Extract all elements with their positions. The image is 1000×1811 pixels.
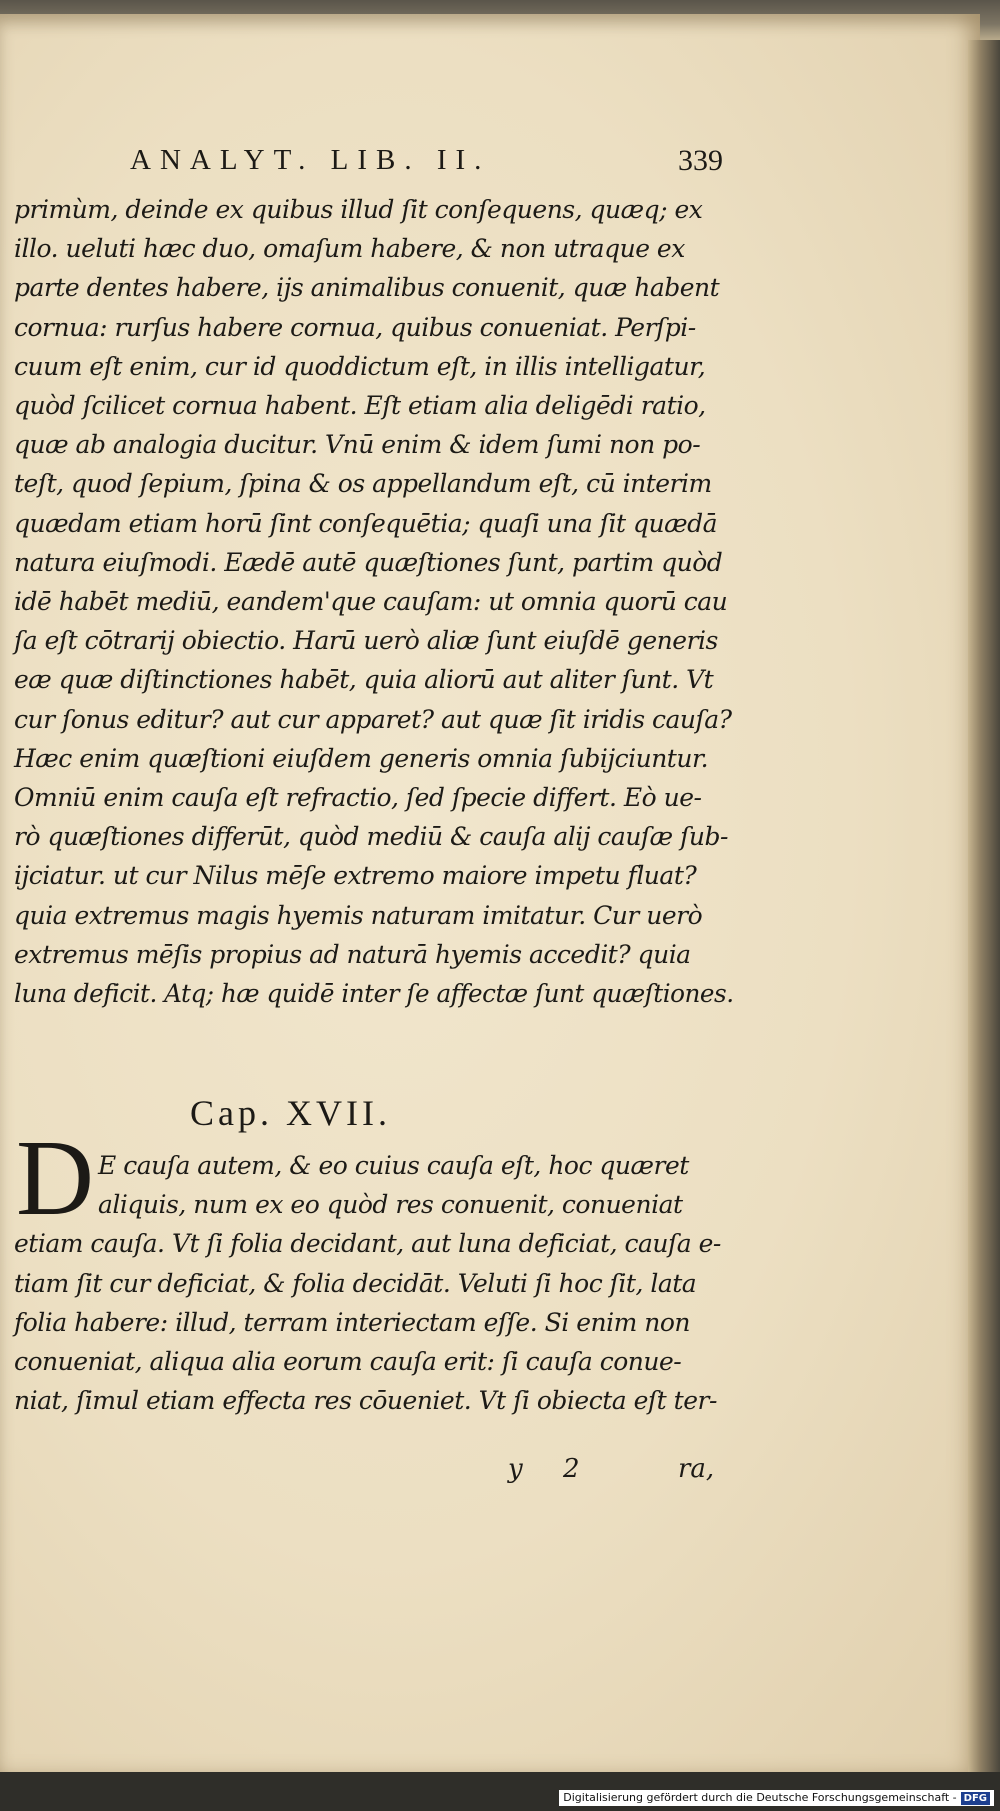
- text-line: rò quæſtiones differūt, quòd mediū & cauſa alij cauſæ ſub-: [14, 822, 728, 852]
- text-line: tiam ſit cur deficiat, & folia decidāt. Veluti ſi hoc ſit, lata: [14, 1268, 697, 1298]
- text-line: cornua: rurſus habere cornua, quibus conueniat. Perſpi-: [14, 312, 696, 342]
- text-line: quia extremus magis hyemis naturam imitatur. Cur uerò: [14, 900, 703, 930]
- text-line: parte dentes habere, ijs animalibus conuenit, quæ habent: [14, 273, 720, 303]
- chapter-heading: Cap. XVII.: [190, 1093, 391, 1133]
- text-line: natura eiuſmodi. Eædē autē quæſtiones ſunt, partim quòd: [14, 547, 723, 577]
- text-line: Hæc enim quæſtioni eiuſdem generis omnia ſubijciuntur.: [14, 743, 709, 773]
- text-line: Omniū enim cauſa eſt refractio, ſed ſpecie differt. Eò ue-: [14, 783, 702, 813]
- drop-cap: D: [16, 1119, 94, 1238]
- text-line: teſt, quod ſepium, ſpina & os appellandum eſt, cū interim: [14, 469, 712, 499]
- text-line: illo. ueluti hæc duo, omaſum habere, & non utraque ex: [14, 234, 685, 264]
- text-line: E cauſa autem, & eo cuius cauſa eſt, hoc quæret: [98, 1151, 689, 1180]
- text-line: conueniat, aliqua alia eorum cauſa erit: ſi cauſa conue-: [14, 1347, 682, 1377]
- funding-notice: [559, 1790, 994, 1806]
- signature-mark: y 2: [508, 1454, 580, 1484]
- text-line: cuum eſt enim, cur id quoddictum eſt, in illis intelligatur,: [14, 351, 706, 381]
- catchword: ra,: [678, 1454, 715, 1484]
- text-line: extremus mēſis propius ad naturā hyemis accedit? quia: [14, 939, 691, 969]
- running-head: ANALYT. LIB. II.: [130, 144, 491, 176]
- text-line: folia habere: illud, terram interiectam eſſe. Si enim non: [14, 1307, 690, 1337]
- text-line: aliquis, num ex eo quòd res conuenit, conueniat: [98, 1190, 683, 1220]
- body-text: [14, 190, 734, 1013]
- chapter-text: [14, 1146, 734, 1420]
- text-line: cur ſonus editur? aut cur apparet? aut quæ ſit iridis cauſa?: [14, 704, 732, 734]
- page-edge: [968, 40, 1000, 1780]
- scan-bottom-band: [0, 1772, 1000, 1811]
- text-line: ſa eſt cōtrarij obiectio. Harū uerò aliæ ſunt eiuſdē generis: [14, 626, 718, 656]
- book-page: [0, 14, 980, 1774]
- text-line: eæ quæ diſtinctiones habēt, quia aliorū aut aliter ſunt. Vt: [14, 665, 714, 695]
- text-line: primùm, deinde ex quibus illud ſit conſequens, quæq; ex: [14, 195, 703, 224]
- text-line: ijciatur. ut cur Nilus mēſe extremo maiore impetu fluat?: [14, 861, 697, 891]
- text-line: luna deficit. Atq; hæ quidē inter ſe affectæ ſunt quæſtiones.: [14, 979, 734, 1009]
- text-line: quædam etiam horū ſint conſequētia; quaſi una ſit quædā: [14, 508, 717, 538]
- text-line: niat, ſimul etiam effecta res cōueniet. Vt ſi obiecta eſt ter-: [14, 1386, 717, 1416]
- page-number: 339: [678, 144, 723, 177]
- text-line: quòd ſcilicet cornua habent. Eſt etiam alia deligēdi ratio,: [14, 391, 706, 421]
- text-line: quæ ab analogia ducitur. Vnū enim & idem ſumi non po-: [14, 430, 701, 460]
- dfg-logo: DFG: [961, 1792, 990, 1805]
- text-line: etiam cauſa. Vt ſi folia decidant, aut luna deficiat, cauſa e-: [14, 1229, 721, 1259]
- funding-notice-text: Digitalisierung gefördert durch die Deutsche Forschungsgemeinschaft -: [563, 1791, 957, 1804]
- text-line: idē habēt mediū, eandem'que cauſam: ut omnia quorū cau: [14, 587, 728, 617]
